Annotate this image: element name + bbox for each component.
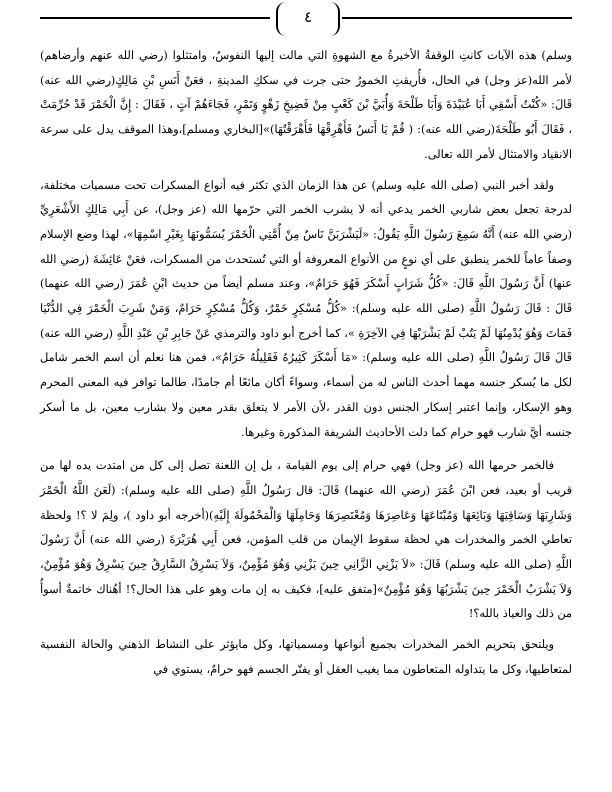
page-number: ٤ bbox=[303, 8, 313, 26]
header-rule-left bbox=[40, 17, 270, 19]
page-header bbox=[0, 0, 612, 44]
header-rule-right bbox=[342, 17, 572, 19]
article-body bbox=[40, 44, 572, 683]
paragraph-3: فالخمر حرمها الله (عز وجل) فهي حرام إلى يوم القيامة ، بل إن اللعنة تصل إلى كل من امتدت يده لها من قريب أو بعيد، فعن ابْنَ عُمَرَ (رضي الله عنهما) قَالَ: قال رَسُولُ اللَّهِ (صلى الله عليه وسلم): (لَعَنَ اللَّهُ الْخَمْرَ وَشَارِبَهَا وَسَاقِيَهَا وَبَائِعَهَا وَمُبْتَاعَهَا وَعَاصِرَهَا وَمُعْتَصِرَهَا وَحَامِلَهَا وَالْمَحْمُولَةَ إِلَيْهِ)(أخرجه أبو داود )، ولِمَ لا ؟! ولحظة تعاطي الخمر والمخدرات هي لحظة سقوط الإيمان من قلب المؤمن، فعن أَبِي هُرَيْرَةَ (رضي الله عنه) أَنَّ رَسُولَ اللَّهِ (صلى الله عليه وسلم) قَالَ: «لاَ يَزْنِي الزَّانِي حِينَ يَزْنِي وَهُوَ مُؤْمِنٌ، وَلاَ يَسْرِقُ السَّارِقُ حِينَ يَسْرِقُ وَهُوَ مُؤْمِنٌ، وَلاَ يَشْرَبُ الْخَمْرَ حِينَ يَشْرَبُهَا وَهُوَ مُؤْمِنٌ»[متفق عليه]، فكيف به إن مات وهو على هذا الحال؟! أهُناك خاتمةٌ أسوأُ من ذلك والعياذ بالله؟! bbox=[40, 459, 572, 621]
paragraph-1: وسلم) هذه الآيات كانتِ الوقفةُ الأخيرةُ مع الشهوةِ التي مالت إليها النفوسُ، وامتثلوا (رضي الله عنهم وأرضاهم) لأمر الله(عز وجل) في الحال، فأُريقتِ الخمورُ حتى جرت في سككِ المدينةِ ، فعَنْ أَنَسِ بْنِ مَالِكٍ(رضي الله عنه) قَالَ: «كُنْتُ أَسْقِي أَبَا عُبَيْدَةَ وَأَبَا طَلْحَةَ وَأُبَيَّ بْنَ كَعْبٍ مِنْ فَضِيخِ زَهْوٍ وَتَمْرٍ، فَجَاءَهُمْ آتٍ ، فَقَالَ : إِنَّ الْخَمْرَ قَدْ حُرِّمَتْ ، فَقَالَ أَبُو طَلْحَةَ(رضي الله عنه): ( قُمْ يَا أَنَسُ فَأَهْرِقْهَا فَأَهْرَقْتُهَا)»[البخاري ومسلم]،وهذا الموقف يدل على سرعة الانقياد والامتثال لأمر الله تعالى. bbox=[40, 49, 572, 161]
paragraph-2: ولقد أخبر النبي (صلى الله عليه وسلم) عن هذا الزمان الذي تكثر فيه أنواع المسكرات تحت مسميات مختلفة، لدرجة تجعل بعض شاربي الخمر يدعي أنه لا يشرب الخمر التي حرّمها الله (عز وجل)، عن أَبِي مَالِكٍ الأَشْعَرِيِّ (رضي الله عنه) أَنَّهُ سَمِعَ رَسُولَ اللَّهِ يَقُولُ: «لَيَشْرَبَنَّ نَاسٌ مِنْ أُمَّتِي الْخَمْرَ يُسَمُّونَهَا بِغَيْرِ اسْمِهَا»، لهذا وضع الإسلام وصفاً عاماً للخمر ينطبق على أي نوعٍ من الأنواع المعروفة أو التي تُستحدث من المسكرات، فعَنْ عَائِشَةَ (رضي الله عنها) أَنَّ رَسُولَ اللَّهِ قَالَ: «كُلُّ شَرَابٍ أَسْكَرَ فَهُوَ حَرَامٌ»، وعند مسلم أيضاً من حديث ابْنِ عُمَرَ (رضي الله عنهما) قَالَ : قَالَ رَسُولُ اللَّهِ (صلى الله عليه وسلم): «كُلُّ مُسْكِرٍ خَمْرٌ، وَكُلُّ مُسْكِرٍ حَرَامٌ، وَمَنْ شَرِبَ الْخَمْرَ فِي الدُّنْيَا فَمَاتَ وَهُوَ يُدْمِنُهَا لَمْ يَتُبْ لَمْ يَشْرَبْهَا فِي الآخِرَةِ »، كما أخرج أبو داود والترمذي عَنْ جَابِرِ بْنِ عَبْدِ اللَّهِ (رضي الله عنه) قَالَ قَالَ رَسُولُ اللَّهِ (صلى الله عليه وسلم): «مَا أَسْكَرَ كَثِيرُهُ فَقَلِيلُهُ حَرَامٌ»، فمن هنا نعلم أن اسم الخمر شامل لكل ما يُسكر جنسه مهما أحدث الناس له من أسماء، وسواءً أكان مائعًا أم جامدًا، طالما توافر فيه المعنى المحرم وهو الإسكار، وإنما اعتبر إسكار الجنس دون القدر ،لأن الأمر لا يتعلق بقدر معين ولا بشارب معين، بل ما أسكر جنسه أيَّ شارب فهو حرام كما دلت الأحاديث الشريفة المذكورة وغيرها. bbox=[40, 178, 572, 439]
paragraph-4: ويلتحق بتحريم الخمر المخدرات بجميع أنواعها ومسمياتها، وكل مايؤثر على النشاط الذهني والحالة النفسية لمتعاطيها، وكل ما يتداوله المتعاطون مما يغيب العقل أو يفتّر الجسم فهو حرامٌ، يستوي في bbox=[40, 638, 572, 676]
